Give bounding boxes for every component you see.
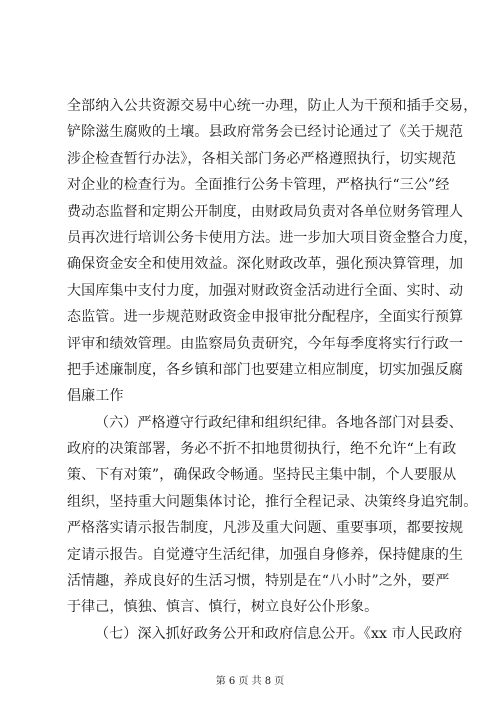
text-line: 对企业的检查行为。全面推行公务卡管理，严格执行“三公”经 <box>67 177 450 194</box>
text-line: 大国库集中支付力度，加强对财政资金活动进行全面、实时、动 <box>67 282 464 299</box>
text-line: 于律己，慎独、慎言、慎行，树立良好公仆形象。 <box>67 599 379 616</box>
text-line: 全部纳入公共资源交易中心统一办理，防止人为干预和插手交易， <box>67 98 478 114</box>
text-line: 把手述廉制度，各乡镇和部门也要建立相应制度，切实加强反腐 <box>67 361 464 378</box>
text-line: （六）严格遵守行政纪律和组织纪律。各地各部门对县委、 <box>95 414 463 431</box>
text-line: 确保资金安全和使用效益。深化财政改革，强化预决算管理，加 <box>67 256 464 273</box>
text-line: 策、下有对策”，确保政令畅通。坚持民主集中制，个人要服从 <box>67 467 457 484</box>
text-line: 费动态监督和定期公开制度，由财政局负责对各单位财务管理人 <box>67 203 464 220</box>
text-line: 铲除滋生腐败的土壤。县政府常务会已经讨论通过了《关于规范 <box>67 124 464 141</box>
text-line: 活情趣，养成良好的生活习惯，特别是在“八小时”之外，要严 <box>67 573 450 590</box>
text-line: 评审和绩效管理。由监察局负责研究，今年每季度将实行行政一 <box>67 335 464 352</box>
text-line: 态监管。进一步规范财政资金申报审批分配程序，全面实行预算 <box>67 309 464 326</box>
text-line: 员再次进行培训公务卡使用方法。进一步加大项目资金整合力度， <box>67 229 478 246</box>
text-line: 政府的决策部署，务必不折不扣地贯彻执行，绝不允许“上有政 <box>67 441 457 458</box>
text-line: （七）深入抓好政务公开和政府信息公开。《xx 市人民政府 <box>95 625 463 642</box>
text-line: 倡廉工作 <box>67 388 124 405</box>
text-line: 定请示报告。自觉遵守生活纪律，加强自身修养，保持健康的生 <box>67 546 464 563</box>
text-line: 严格落实请示报告制度，凡涉及重大问题、重要事项，都要按规 <box>67 520 464 537</box>
text-line: 组织，坚持重大问题集体讨论，推行全程记录、决策终身追究制。 <box>67 493 478 510</box>
body-text <box>67 93 478 647</box>
text-line: 涉企检查暂行办法》，各相关部门务必严格遵照执行，切实规范 <box>67 150 457 167</box>
page-number: 第 6 页 共 8 页 <box>215 676 285 687</box>
